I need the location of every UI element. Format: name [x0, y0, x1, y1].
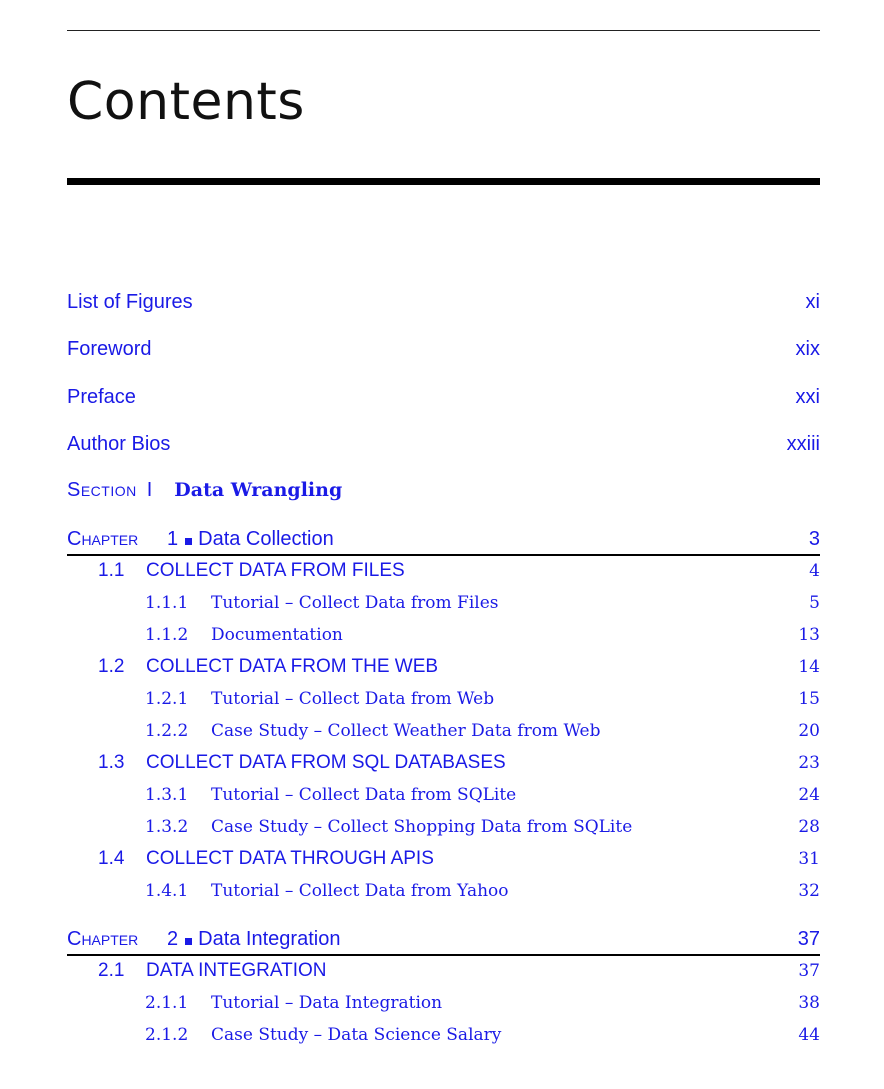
- toc-section-1-2[interactable]: [67, 654, 820, 680]
- section-title: DATA INTEGRATION: [146, 960, 327, 981]
- section-word: Section: [67, 479, 137, 501]
- subsection-number: 1.3.1: [145, 785, 189, 805]
- section-page: 31: [798, 849, 820, 869]
- entry-page: xix: [795, 338, 820, 360]
- toc-entry-list-of-figures[interactable]: [67, 289, 820, 315]
- toc-entry-author-bios[interactable]: [67, 431, 820, 457]
- chapter-number: 1: [167, 528, 179, 550]
- section-number: 1.2: [98, 656, 125, 677]
- title-rule: [67, 178, 820, 185]
- subsection-number: 2.1.1: [145, 993, 189, 1013]
- section-page: 37: [798, 961, 820, 981]
- toc-subsection-1-2-2[interactable]: [67, 718, 820, 744]
- section-page: 4: [809, 561, 820, 581]
- subsection-page: 24: [798, 785, 820, 805]
- toc-subsection-1-3-1[interactable]: [67, 782, 820, 808]
- toc-entry-foreword[interactable]: [67, 336, 820, 362]
- toc-subsection-1-3-2[interactable]: [67, 814, 820, 840]
- toc-subsection-2-1-1[interactable]: [67, 990, 820, 1016]
- toc-subsection-1-1-2[interactable]: [67, 622, 820, 648]
- subsection-title: Case Study – Data Science Salary: [211, 1025, 502, 1045]
- subsection-number: 1.3.2: [145, 817, 189, 837]
- toc-subsection-1-2-1[interactable]: [67, 686, 820, 712]
- section-page: 23: [798, 753, 820, 773]
- subsection-page: 32: [798, 881, 820, 901]
- subsection-number: 1.1.1: [145, 593, 189, 613]
- section-title: COLLECT DATA FROM FILES: [146, 560, 405, 581]
- section-number: I: [146, 479, 153, 501]
- chapter-word: Chapter: [67, 528, 139, 550]
- section-title: COLLECT DATA THROUGH APIS: [146, 848, 434, 869]
- subsection-title: Tutorial – Collect Data from Web: [211, 689, 495, 709]
- subsection-page: 15: [798, 689, 820, 709]
- bullet-square-icon: [185, 938, 192, 945]
- entry-label: Preface: [67, 386, 136, 408]
- chapter-page: 3: [808, 528, 820, 550]
- section-number: 1.1: [98, 560, 125, 581]
- toc-subsection-2-1-2[interactable]: [67, 1022, 820, 1048]
- subsection-page: 28: [798, 817, 820, 837]
- page-title: Contents: [67, 72, 305, 132]
- toc-section-1-3[interactable]: [67, 750, 820, 776]
- chapter-rule: [67, 954, 820, 956]
- toc-section-1-4[interactable]: [67, 846, 820, 872]
- subsection-title: Tutorial – Collect Data from Yahoo: [211, 881, 509, 901]
- subsection-page: 38: [798, 993, 820, 1013]
- chapter-rule: [67, 554, 820, 556]
- subsection-number: 1.2.2: [145, 721, 189, 741]
- section-number: 1.3: [98, 752, 125, 773]
- section-title: COLLECT DATA FROM THE WEB: [146, 656, 439, 677]
- subsection-number: 2.1.2: [145, 1025, 189, 1045]
- toc-subsection-1-4-1[interactable]: [67, 878, 820, 904]
- section-page: 14: [798, 657, 820, 677]
- chapter-title: Data Collection: [198, 528, 334, 550]
- chapter-number: 2: [167, 928, 179, 950]
- top-rule: [67, 30, 820, 31]
- subsection-number: 1.2.1: [145, 689, 189, 709]
- subsection-page: 5: [809, 593, 820, 613]
- toc-chapter-1[interactable]: [67, 525, 820, 553]
- entry-label: Foreword: [67, 338, 152, 360]
- toc-subsection-1-1-1[interactable]: [67, 590, 820, 616]
- section-title: COLLECT DATA FROM SQL DATABASES: [146, 752, 506, 773]
- chapter-page: 37: [797, 928, 820, 950]
- chapter-title: Data Integration: [198, 928, 341, 950]
- entry-page: xxiii: [786, 433, 820, 455]
- section-number: 1.4: [98, 848, 125, 869]
- subsection-page: 20: [798, 721, 820, 741]
- toc-entry-preface[interactable]: [67, 384, 820, 410]
- subsection-title: Tutorial – Collect Data from Files: [211, 593, 499, 613]
- section-title: Data Wrangling: [174, 479, 343, 501]
- toc-chapter-2[interactable]: [67, 925, 820, 953]
- subsection-number: 1.1.2: [145, 625, 189, 645]
- entry-page: xi: [805, 291, 820, 313]
- entry-label: Author Bios: [67, 433, 171, 455]
- chapter-word: Chapter: [67, 928, 139, 950]
- subsection-title: Documentation: [211, 625, 343, 645]
- section-number: 2.1: [98, 960, 125, 981]
- subsection-title: Tutorial – Data Integration: [211, 993, 443, 1013]
- toc-section-1-1[interactable]: [67, 558, 820, 584]
- subsection-title: Case Study – Collect Weather Data from Web: [211, 721, 601, 741]
- entry-page: xxi: [795, 386, 820, 408]
- bullet-square-icon: [185, 538, 192, 545]
- toc-section-heading[interactable]: [67, 476, 820, 504]
- subsection-number: 1.4.1: [145, 881, 189, 901]
- subsection-page: 13: [798, 625, 820, 645]
- subsection-page: 44: [798, 1025, 820, 1045]
- subsection-title: Case Study – Collect Shopping Data from SQLite: [211, 817, 633, 837]
- subsection-title: Tutorial – Collect Data from SQLite: [211, 785, 517, 805]
- entry-label: List of Figures: [67, 291, 193, 313]
- toc-section-2-1[interactable]: [67, 958, 820, 984]
